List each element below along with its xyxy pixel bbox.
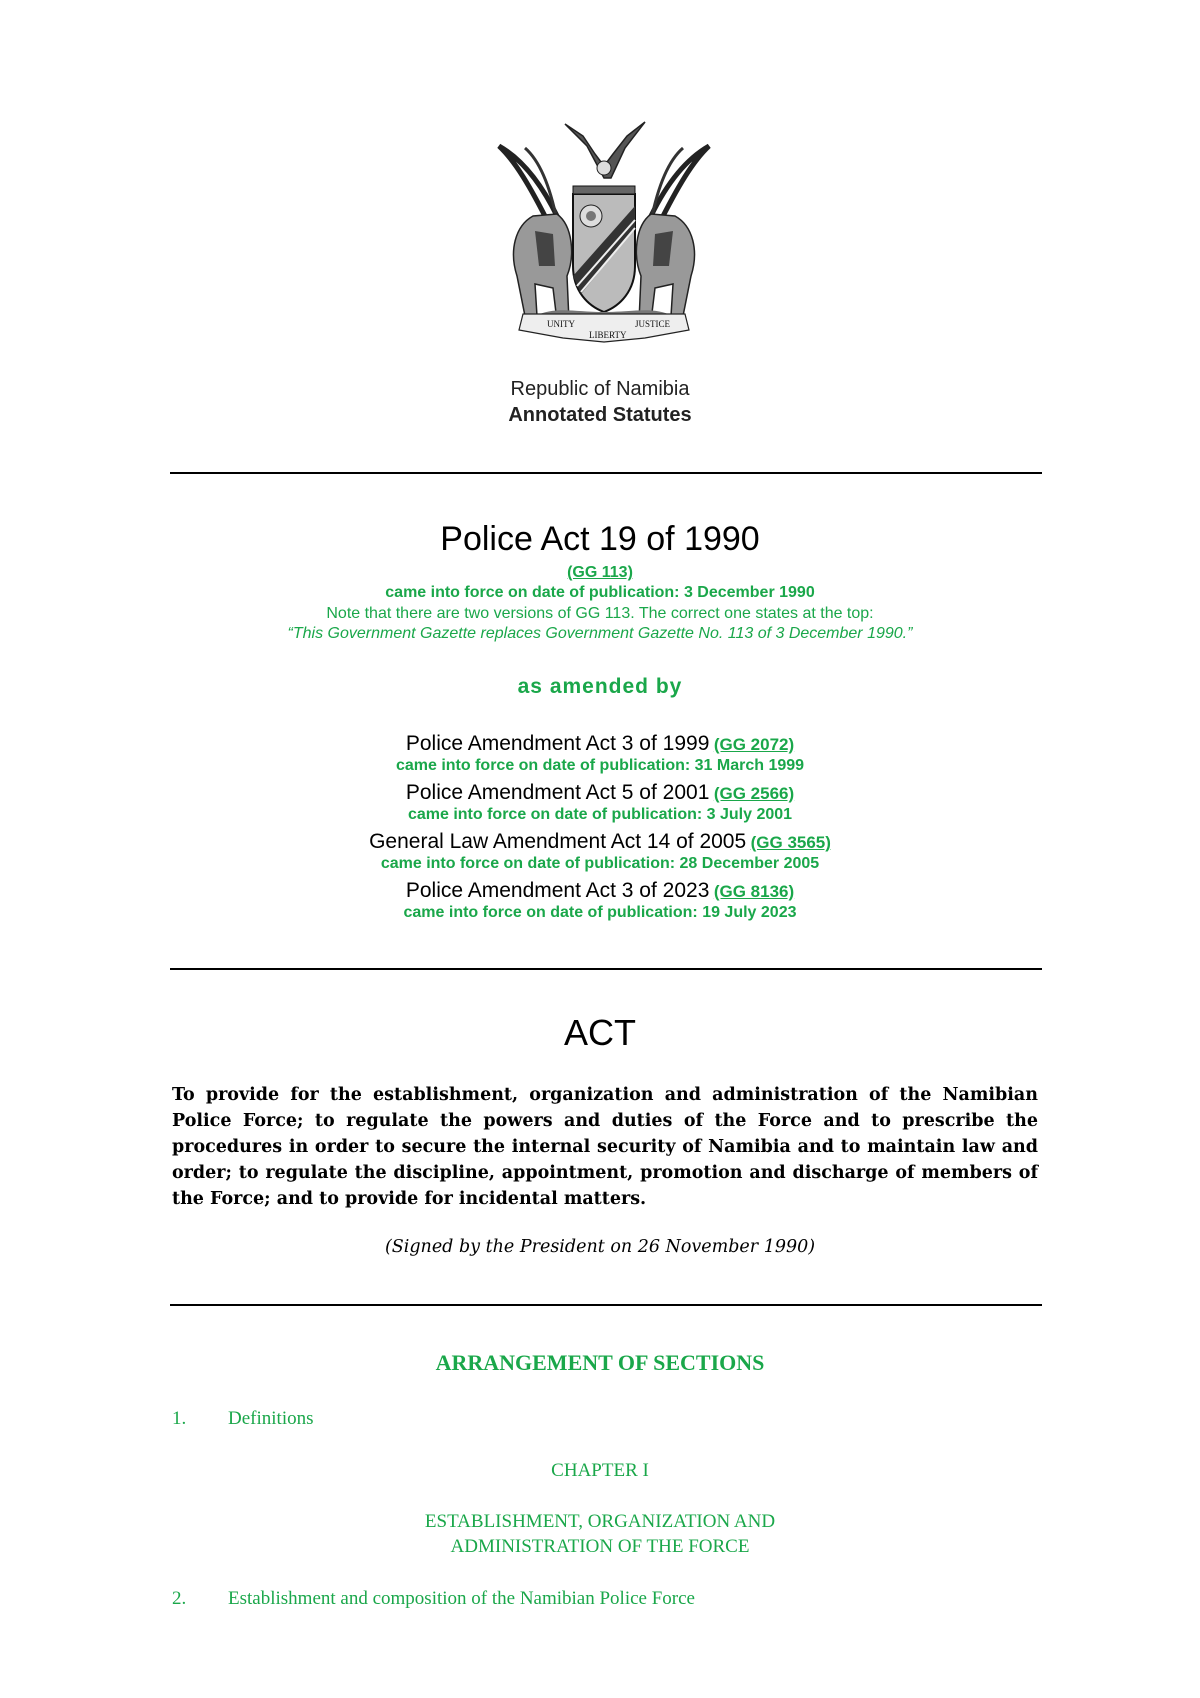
signed-note: (Signed by the President on 26 November 1990) [384,1237,816,1257]
amendment-name: Police Amendment Act 5 of 2001 [405,781,710,804]
coat-of-arms-emblem [495,116,713,346]
toc-section-label: Establishment and composition of the Namibian Police Force [228,1588,695,1609]
gazette-link-gg2072[interactable]: (GG 2072) [713,735,795,754]
chapter-heading: CHAPTER I [551,1460,649,1481]
header-republic: Republic of Namibia [510,378,690,400]
amendment-4-in-force: came into force on date of publication: 19 July 2023 [403,904,797,921]
amended-by-heading: as amended by [517,675,683,698]
act-gazette-line [0,564,1200,582]
motto-liberty: LIBERTY [589,330,627,340]
amendment-name: Police Amendment Act 3 of 1999 [405,732,710,755]
amendment-name: General Law Amendment Act 14 of 2005 [369,830,747,853]
act-title: Police Act 19 of 1990 [440,520,760,558]
motto-justice: JUSTICE [635,319,671,329]
act-note-line-1: Note that there are two versions of GG 113. The correct one states at the top: [326,605,874,622]
toc-section-2[interactable] [172,1588,1032,1612]
gazette-link-gg2566[interactable]: (GG 2566) [713,784,795,803]
amendment-1-in-force: came into force on date of publication: 31 March 1999 [395,757,805,774]
act-heading: ACT [564,1012,636,1053]
amendment-1 [0,732,1200,756]
toc-section-label: Definitions [228,1408,314,1429]
amendment-name: Police Amendment Act 3 of 2023 [405,879,710,902]
toc-section-number: 1. [172,1408,187,1429]
act-in-force: came into force on date of publication: 3 December 1990 [385,584,815,601]
header-annotated-statutes: Annotated Statutes [508,404,692,426]
toc-section-1[interactable] [172,1408,1032,1432]
gazette-link-gg113[interactable]: (GG 113) [567,564,633,581]
motto-unity: UNITY [547,319,575,329]
divider-bottom [170,1304,1042,1306]
act-note-line-2: “This Government Gazette replaces Government Gazette No. 113 of 3 December 1990.” [287,625,913,642]
amendment-4 [0,879,1200,903]
arrangement-heading: ARRANGEMENT OF SECTIONS [435,1350,765,1375]
chapter-title-line-1: ESTABLISHMENT, ORGANIZATION AND [424,1511,776,1532]
divider-top [170,472,1042,474]
act-long-title: To provide for the establishment, organization and administration of the Namibian Police Force; to regulate the powers and duties of the Force and to prescribe the procedures in order to secure the internal security of Namibia and to maintain law and order; to regulate the discipline, appointment, promotion and discharge of members of the Force; and to provide for incidental matters. [172,1085,1038,1209]
amendment-3 [0,830,1200,854]
amendment-2-in-force: came into force on date of publication: 3 July 2001 [407,806,793,823]
gazette-link-gg3565[interactable]: (GG 3565) [750,833,831,852]
divider-middle [170,968,1042,970]
chapter-title-line-2: ADMINISTRATION OF THE FORCE [450,1536,750,1557]
amendment-2 [0,781,1200,805]
toc-section-number: 2. [172,1588,187,1609]
gazette-link-gg8136[interactable]: (GG 8136) [713,882,795,901]
amendment-3-in-force: came into force on date of publication: 28 December 2005 [380,855,820,872]
